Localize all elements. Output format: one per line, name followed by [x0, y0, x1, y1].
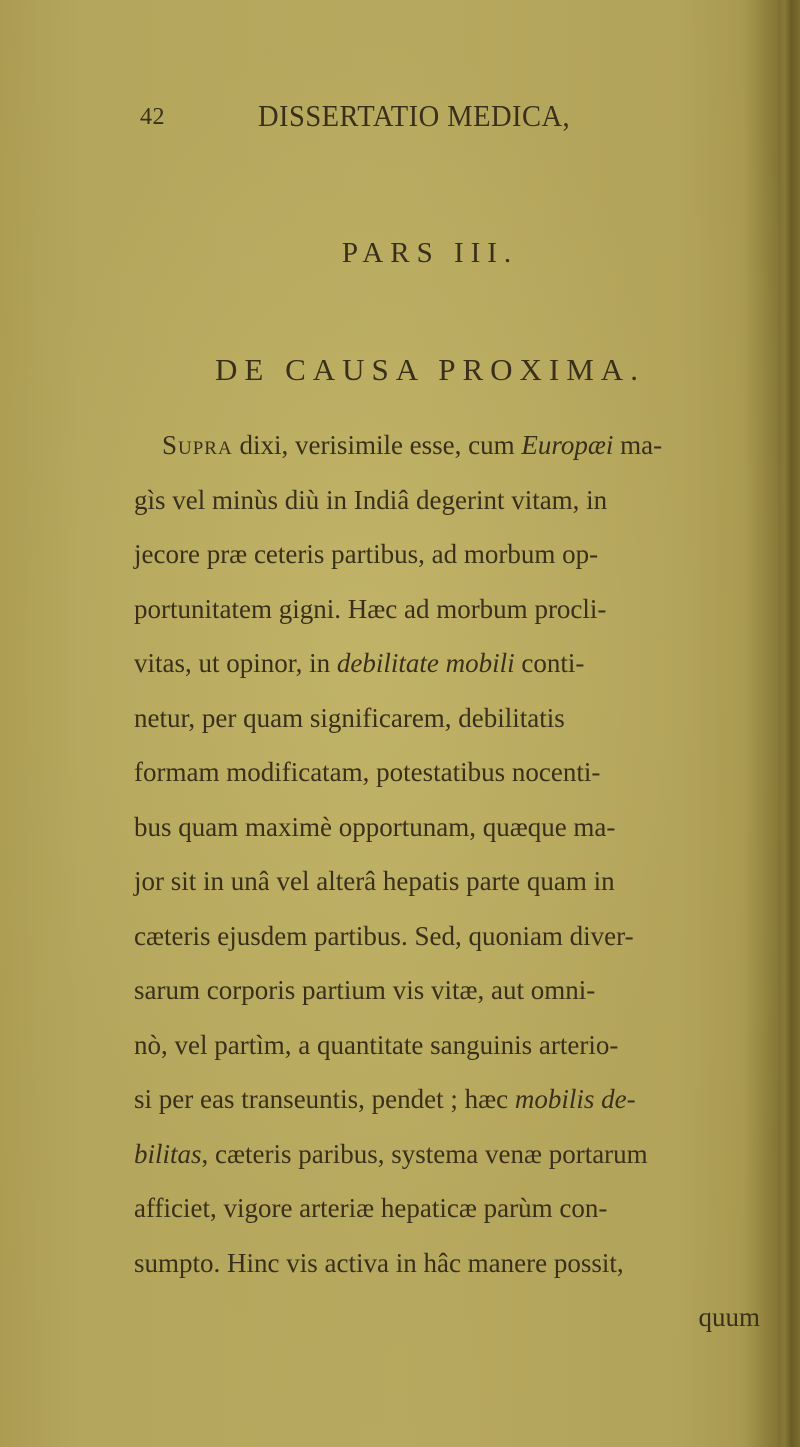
text-line: jor sit in unâ vel alterâ hepatis parte quam in — [134, 866, 615, 896]
running-title: DISSERTATIO MEDICA, — [258, 98, 571, 133]
text-line: bilitas, cæteris paribus, systema venæ portarum — [134, 1138, 648, 1169]
text-line: portunitatem gigni. Hæc ad morbum procli- — [134, 593, 607, 624]
page-number: 42 — [140, 104, 165, 130]
text-line: sumpto. Hinc vis activa in hâc manere possit, — [134, 1247, 624, 1278]
text-line: sarum corporis partium vis vitæ, aut omni- — [134, 975, 596, 1005]
italic-term: mobilis de- — [514, 1084, 636, 1114]
catchword-line — [134, 1290, 760, 1345]
text-line: si per eas transeuntis, pendet ; hæc mobilis de- — [134, 1084, 636, 1114]
section-heading: DE CAUSA PROXIMA. — [215, 352, 645, 387]
text-line: netur, per quam significarem, debilitatis — [134, 702, 565, 733]
text-line: formam modificatam, potestatibus nocenti- — [134, 757, 601, 787]
catchword: quum — [698, 1302, 760, 1332]
text-line: nò, vel partìm, a quantitate sanguinis arterio- — [134, 1029, 619, 1060]
book-spine-shadow — [778, 0, 800, 1447]
text-line: cæteris ejusdem partibus. Sed, quoniam diver- — [134, 920, 634, 951]
text-line: bus quam maximè opportunam, quæque ma- — [134, 811, 616, 842]
part-heading: PARS III. — [341, 237, 519, 269]
running-head — [140, 98, 660, 142]
italic-term: bilitas — [134, 1138, 202, 1169]
body-text — [134, 418, 760, 1345]
text-line: Supra dixi, verisimile esse, cum Europæi ma- — [162, 430, 663, 460]
italic-term: debilitate mobili — [336, 648, 515, 678]
drop-word-smallcaps: Supra — [162, 430, 233, 460]
text-line: vitas, ut opinor, in debilitate mobili conti- — [134, 648, 585, 678]
text-line: gìs vel minùs diù in Indiâ degerint vitam, in — [134, 484, 608, 515]
italic-term: Europæi — [521, 430, 614, 460]
text-line: afficiet, vigore arteriæ hepaticæ parùm con- — [134, 1193, 608, 1223]
text-line: jecore præ ceteris partibus, ad morbum op- — [134, 539, 599, 569]
